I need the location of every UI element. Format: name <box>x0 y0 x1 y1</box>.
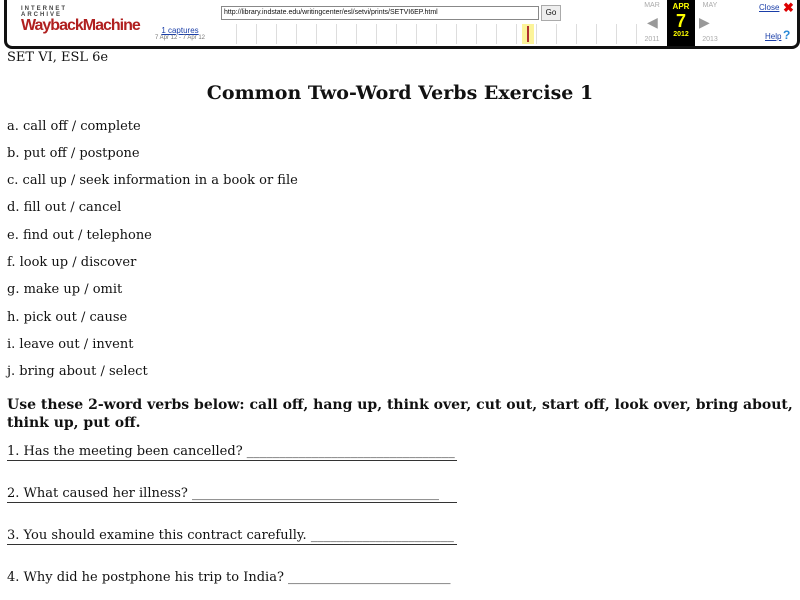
current-month: APR <box>672 2 690 11</box>
current-date <box>667 0 695 46</box>
help-link[interactable]: Help <box>765 32 782 41</box>
prev-arrow-icon[interactable]: ◀ <box>647 14 658 30</box>
list-item: c. call up / seek information in a book or file <box>7 173 298 188</box>
next-year: 2013 <box>702 36 718 43</box>
question: 3. You should examine this contract carefully. ______________________ <box>7 528 454 543</box>
list-item: e. find out / telephone <box>7 228 152 243</box>
list-item: g. make up / omit <box>7 282 123 297</box>
current-day: 7 <box>675 11 686 31</box>
help-icon[interactable]: ? <box>783 28 791 42</box>
answer-line <box>7 544 457 545</box>
instructions: Use these 2-word verbs below: call off, hang up, think over, cut out, start off, look over, bring about, think up, put off. <box>7 397 793 431</box>
capture-range: 7 Apr 12 - 7 Apr 12 <box>154 35 206 41</box>
go-button[interactable]: Go <box>541 5 561 21</box>
close-icon[interactable]: ✖ <box>783 0 794 15</box>
close-link[interactable]: Close <box>759 3 780 12</box>
page-title: Common Two-Word Verbs Exercise 1 <box>206 82 594 104</box>
wayback-logo[interactable] <box>21 6 140 34</box>
list-item: h. pick out / cause <box>7 310 128 325</box>
list-item: i. leave out / invent <box>7 337 134 352</box>
answer-line <box>7 502 457 503</box>
question: 4. Why did he postphone his trip to India? _________________________ <box>7 570 451 585</box>
list-item: b. put off / postpone <box>7 146 140 161</box>
list-item: d. fill out / cancel <box>7 200 122 215</box>
logo-text-top: INTERNET ARCHIVE <box>21 6 67 18</box>
capture-timeline[interactable] <box>217 24 637 44</box>
question: 2. What caused her illness? ______________________________________ <box>7 486 439 501</box>
list-item: j. bring about / select <box>7 364 148 379</box>
next-arrow-icon[interactable]: ▶ <box>699 14 710 30</box>
prev-year: 2011 <box>644 36 660 43</box>
prev-month: MAR <box>644 2 660 9</box>
captures <box>145 26 215 41</box>
url-input[interactable]: http://library.indstate.edu/writingcenter/esl/setvi/prints/SETVI6EP.html <box>221 6 539 20</box>
current-year: 2012 <box>673 31 689 38</box>
answer-line <box>7 460 457 461</box>
wayback-toolbar <box>4 0 800 49</box>
set-label: SET VI, ESL 6e <box>7 50 109 65</box>
timeline-marker <box>527 26 529 42</box>
list-item: a. call off / complete <box>7 119 141 134</box>
captures-link[interactable]: 1 captures <box>161 26 199 35</box>
next-month: MAY <box>702 2 718 9</box>
list-item: f. look up / discover <box>7 255 137 270</box>
logo-text-main: WaybackMachine <box>21 17 140 34</box>
question: 1. Has the meeting been cancelled? ________________________________ <box>7 444 455 459</box>
